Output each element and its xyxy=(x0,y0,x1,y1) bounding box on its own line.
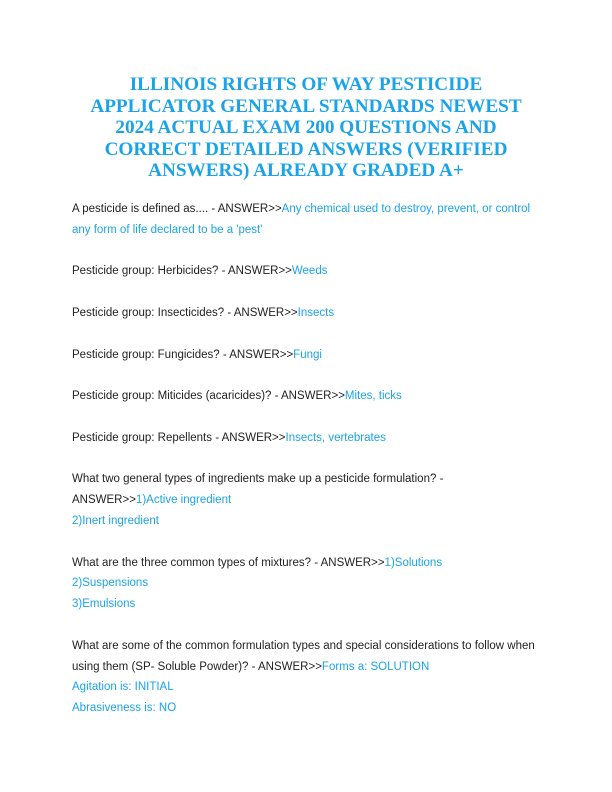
question-text: What are the three common types of mixtures? xyxy=(72,556,312,569)
answer-text: 2)Suspensions xyxy=(72,577,149,590)
answer-marker: - ANSWER>> xyxy=(248,660,322,673)
qa-item xyxy=(72,303,540,324)
answer-text: Forms a: SOLUTION xyxy=(321,660,430,673)
qa-item xyxy=(72,199,540,241)
answer-marker: - ANSWER>> xyxy=(224,306,298,319)
answer-text: 2)Inert ingredient xyxy=(72,514,159,527)
answer-text: Weeds xyxy=(291,265,328,278)
question-text: A pesticide is defined as.... xyxy=(72,202,209,215)
answer-text: Insects, vertebrates xyxy=(285,431,386,444)
question-text: What are some of the common formulation types and special considerations to follow when using them (SP- Soluble Powder)? xyxy=(72,639,535,673)
answer-text: 1)Active ingredient xyxy=(135,494,232,507)
answer-text: Any chemical used to destroy, prevent, or control any form of life declared to be a 'pest' xyxy=(72,202,531,236)
qa-item xyxy=(72,553,540,615)
answer-text: Abrasiveness is: NO xyxy=(72,702,177,715)
qa-item xyxy=(72,469,540,531)
question-text: Pesticide group: Fungicides? xyxy=(72,348,220,361)
answer-marker: - ANSWER>> xyxy=(218,265,292,278)
qa-item xyxy=(72,386,540,407)
question-text: Pesticide group: Repellents xyxy=(72,431,212,444)
qa-item xyxy=(72,428,540,449)
answer-text: Mites, ticks xyxy=(344,390,402,403)
answer-marker: - ANSWER>> xyxy=(208,202,282,215)
question-text: Pesticide group: Insecticides? xyxy=(72,306,225,319)
answer-text: 3)Emulsions xyxy=(72,598,136,611)
document-title: ILLINOIS RIGHTS OF WAY PESTICIDE APPLICATOR GENERAL STANDARDS NEWEST 2024 ACTUAL EXAM 200 QUESTIONS AND CORRECT DETAILED ANSWERS (VERIFIED ANSWERS) ALREADY GRADED A+ xyxy=(90,74,522,182)
answer-text: Fungi xyxy=(293,348,322,361)
qa-list xyxy=(72,199,540,719)
question-text: Pesticide group: Miticides (acaricides)? xyxy=(72,390,272,403)
question-text: What two general types of ingredients make up a pesticide formulation? xyxy=(72,473,437,486)
question-text: Pesticide group: Herbicides? xyxy=(72,265,219,278)
qa-item xyxy=(72,345,540,366)
answer-text: 1)Solutions xyxy=(384,556,443,569)
qa-item xyxy=(72,261,540,282)
answer-text: Insects xyxy=(297,306,335,319)
answer-marker: - ANSWER>> xyxy=(311,556,385,569)
answer-text: Agitation is: INITIAL xyxy=(72,681,174,694)
answer-marker: - ANSWER>> xyxy=(271,390,345,403)
answer-marker: - ANSWER>> xyxy=(219,348,294,361)
qa-item xyxy=(72,636,540,719)
answer-marker: - ANSWER>> xyxy=(72,473,444,507)
answer-marker: - ANSWER>> xyxy=(212,431,286,444)
